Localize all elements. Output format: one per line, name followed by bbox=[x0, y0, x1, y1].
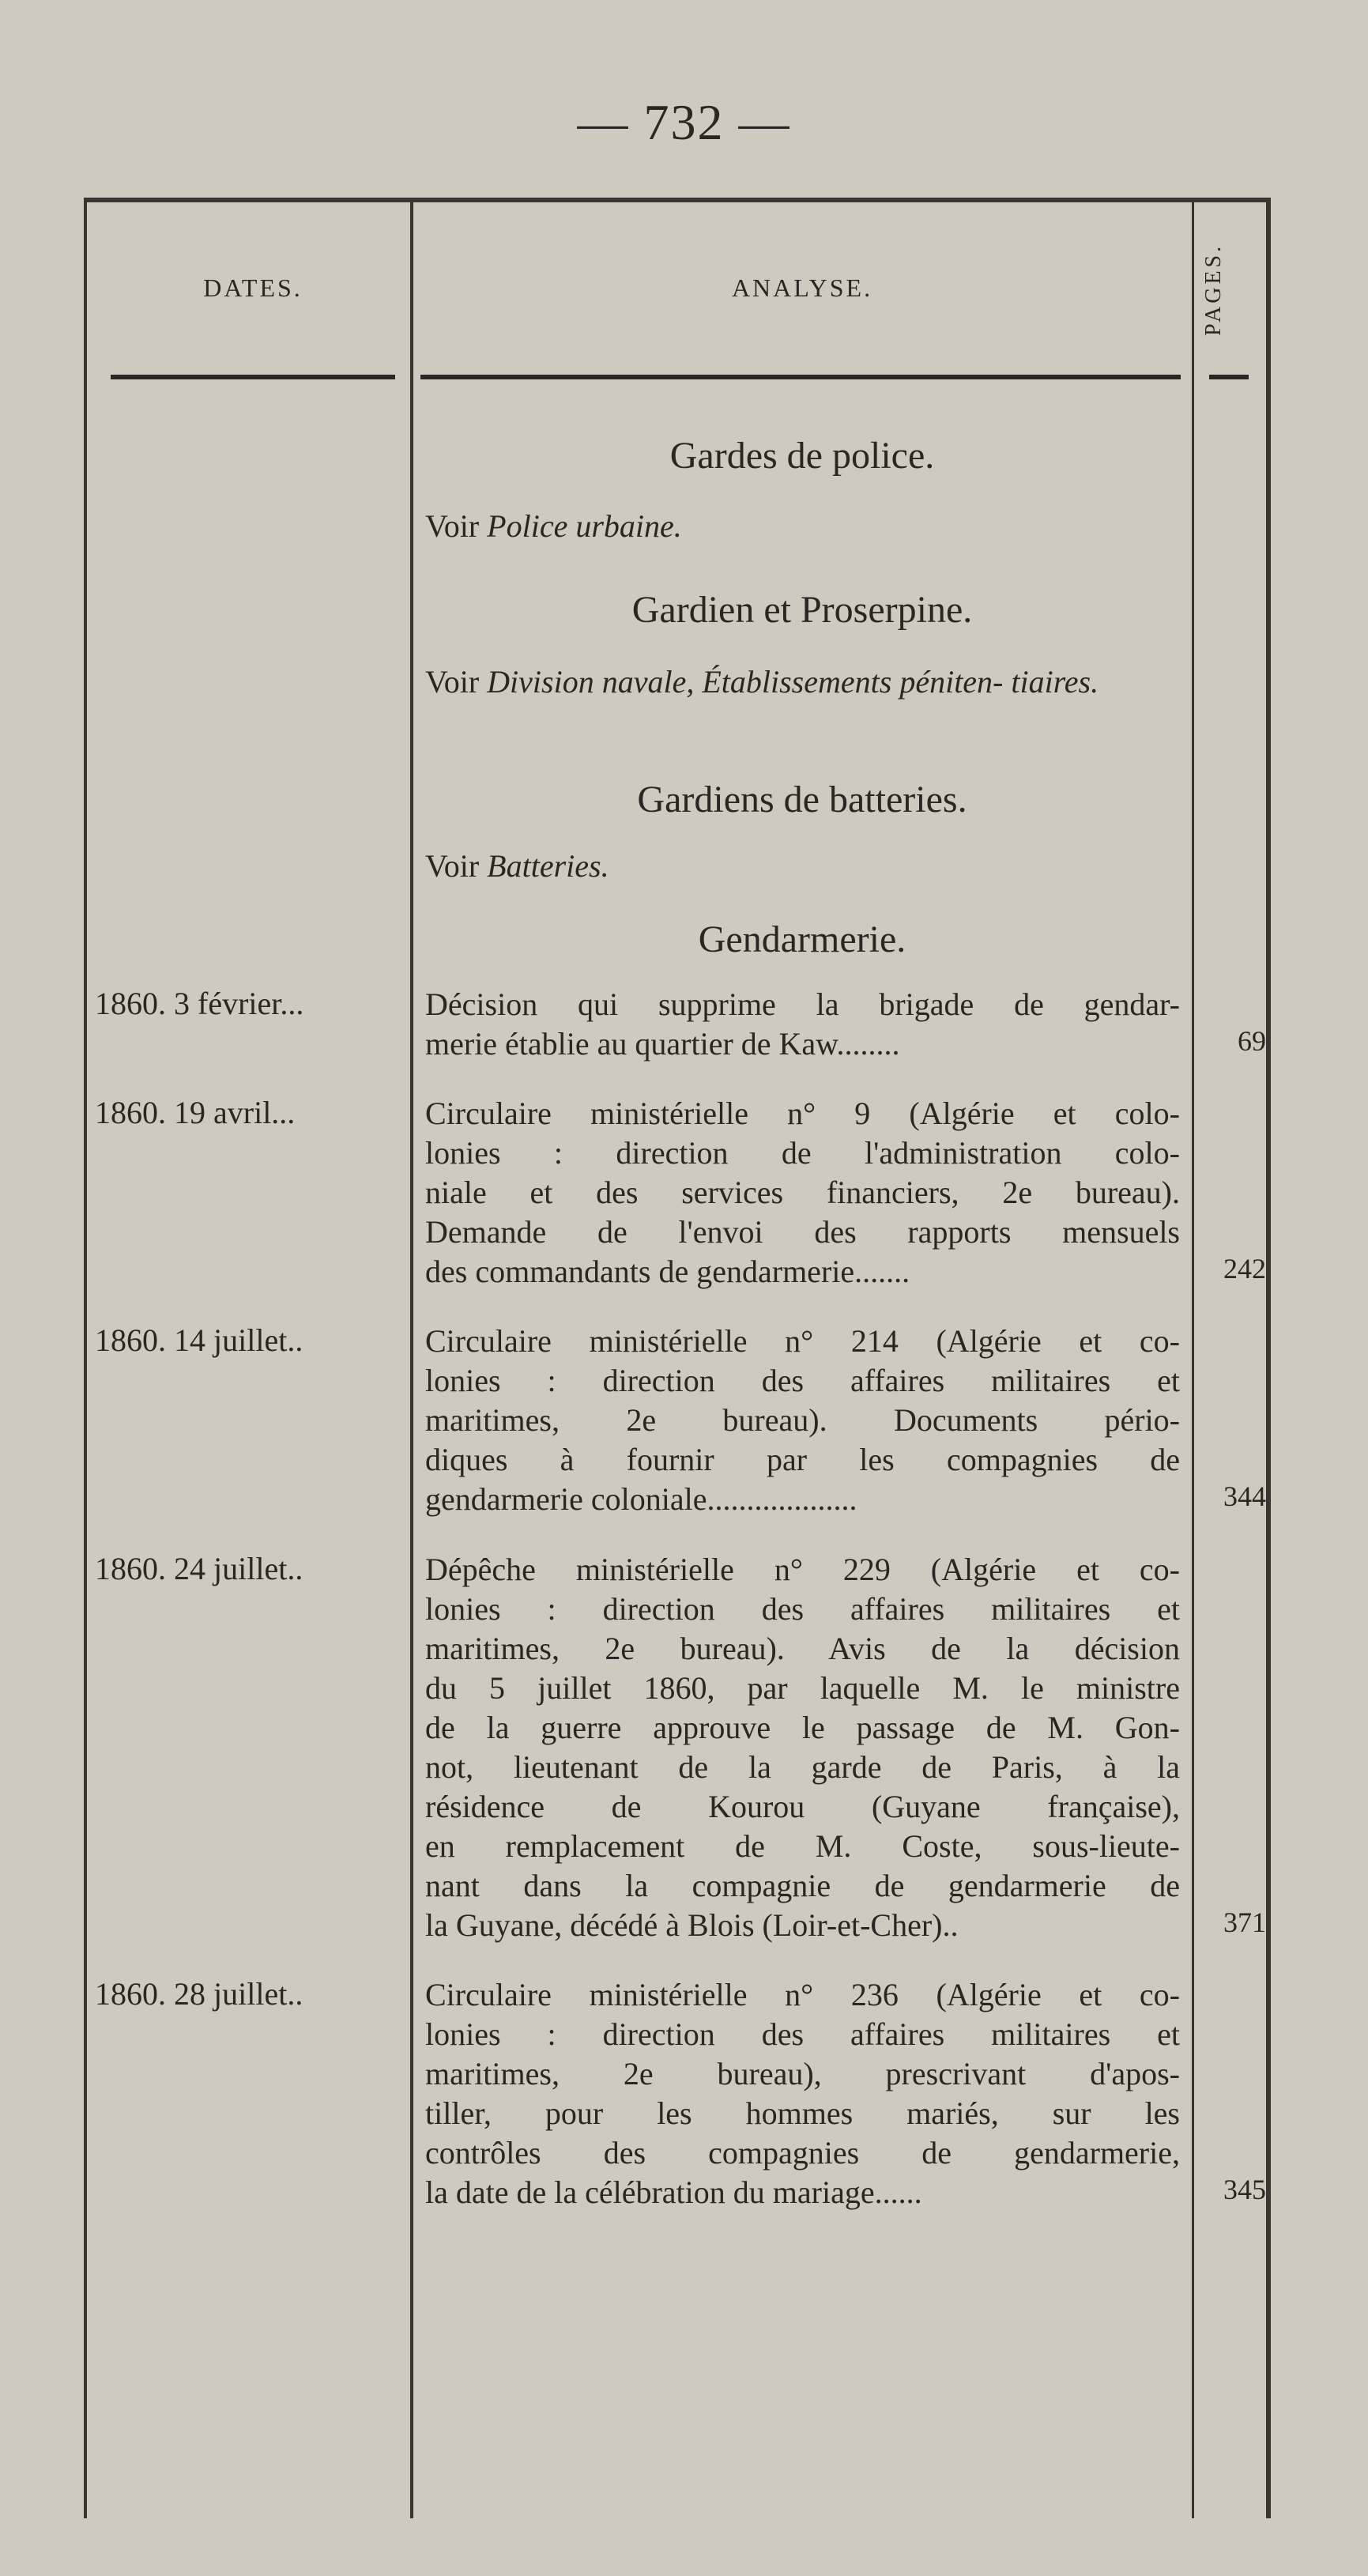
entry-page: 371 bbox=[1223, 1907, 1266, 1938]
entry-page: 344 bbox=[1223, 1480, 1266, 1512]
section-heading: Gendarmerie. bbox=[698, 918, 906, 960]
column-header-analyse: ANALYSE. bbox=[731, 273, 873, 302]
entry-date: 1860. 14 juillet.. bbox=[95, 1322, 303, 1358]
column-header-pages: PAGES. bbox=[1201, 243, 1226, 336]
column-header-dates: DATES. bbox=[203, 273, 303, 302]
cross-reference: Voir Division navale, Établissements péniten- tiaires. bbox=[425, 664, 1099, 700]
cross-reference-target: Police urbaine. bbox=[487, 508, 682, 544]
entry-page: 69 bbox=[1238, 1025, 1266, 1057]
entry-page: 345 bbox=[1223, 2174, 1266, 2205]
entry-analysis: Dépêche ministérielle n° 229 (Algérie et co- lonies : direction des affaires militaires et maritimes, 2e bureau). Avis de la décision du 5 juillet 1860, par laquelle M. le ministre de la guerre approuve le passage de M. Gon- not, lieutenant de la garde de Paris, à la résidence de Kourou (Guyane française), en remplacement de M. Coste, sous-lieute- nant dans la compagnie de gendarmerie de la Guyane, décédé à Blois (Loir-et-Cher).. bbox=[425, 1552, 1180, 1943]
section-heading: Gardien et Proserpine. bbox=[631, 589, 973, 631]
header-rule bbox=[1209, 375, 1249, 379]
column-divider-pages bbox=[1192, 202, 1194, 2518]
column-divider-dates bbox=[410, 202, 413, 2518]
cross-reference-target: Division navale, Établissements péniten- tiaires. bbox=[487, 664, 1099, 700]
cross-reference-target: Batteries. bbox=[487, 848, 609, 884]
entry-analysis: Circulaire ministérielle n° 9 (Algérie et colo- lonies : direction de l'administration colo- niale et des services financiers, 2e bureau). Demande de l'envoi des rapports mensuels des commandants de gendarmerie....... bbox=[425, 1096, 1180, 1289]
entry-date: 1860. 24 juillet.. bbox=[95, 1551, 303, 1586]
cross-reference: Voir Police urbaine. bbox=[425, 508, 682, 544]
entry-analysis: Décision qui supprime la brigade de gendar- merie établie au quartier de Kaw........ bbox=[425, 986, 1180, 1062]
header-rule bbox=[111, 375, 395, 379]
page-number: — 732 — bbox=[577, 94, 791, 150]
entry-date: 1860. 28 juillet.. bbox=[95, 1976, 303, 2012]
section-heading: Gardes de police. bbox=[669, 435, 935, 477]
entry-analysis: Circulaire ministérielle n° 214 (Algérie et co- lonies : direction des affaires militaires et maritimes, 2e bureau). Documents pério- diques à fournir par les compagnies de gendarmerie coloniale................... bbox=[425, 1323, 1180, 1517]
entry-date: 1860. 19 avril... bbox=[95, 1095, 296, 1130]
index-table bbox=[84, 198, 1271, 2518]
section-heading: Gardiens de batteries. bbox=[637, 779, 967, 820]
entry-analysis: Circulaire ministérielle n° 236 (Algérie et co- lonies : direction des affaires militaires et maritimes, 2e bureau), prescrivant d'apos- tiller, pour les hommes mariés, sur les contrôles des compagnies de gendarmerie, la date de la célébration du mariage...... bbox=[425, 1977, 1180, 2210]
cross-reference: Voir Batteries. bbox=[425, 848, 609, 884]
entry-page: 242 bbox=[1223, 1253, 1266, 1284]
entry-date: 1860. 3 février... bbox=[95, 986, 304, 1021]
header-rule bbox=[420, 375, 1181, 379]
